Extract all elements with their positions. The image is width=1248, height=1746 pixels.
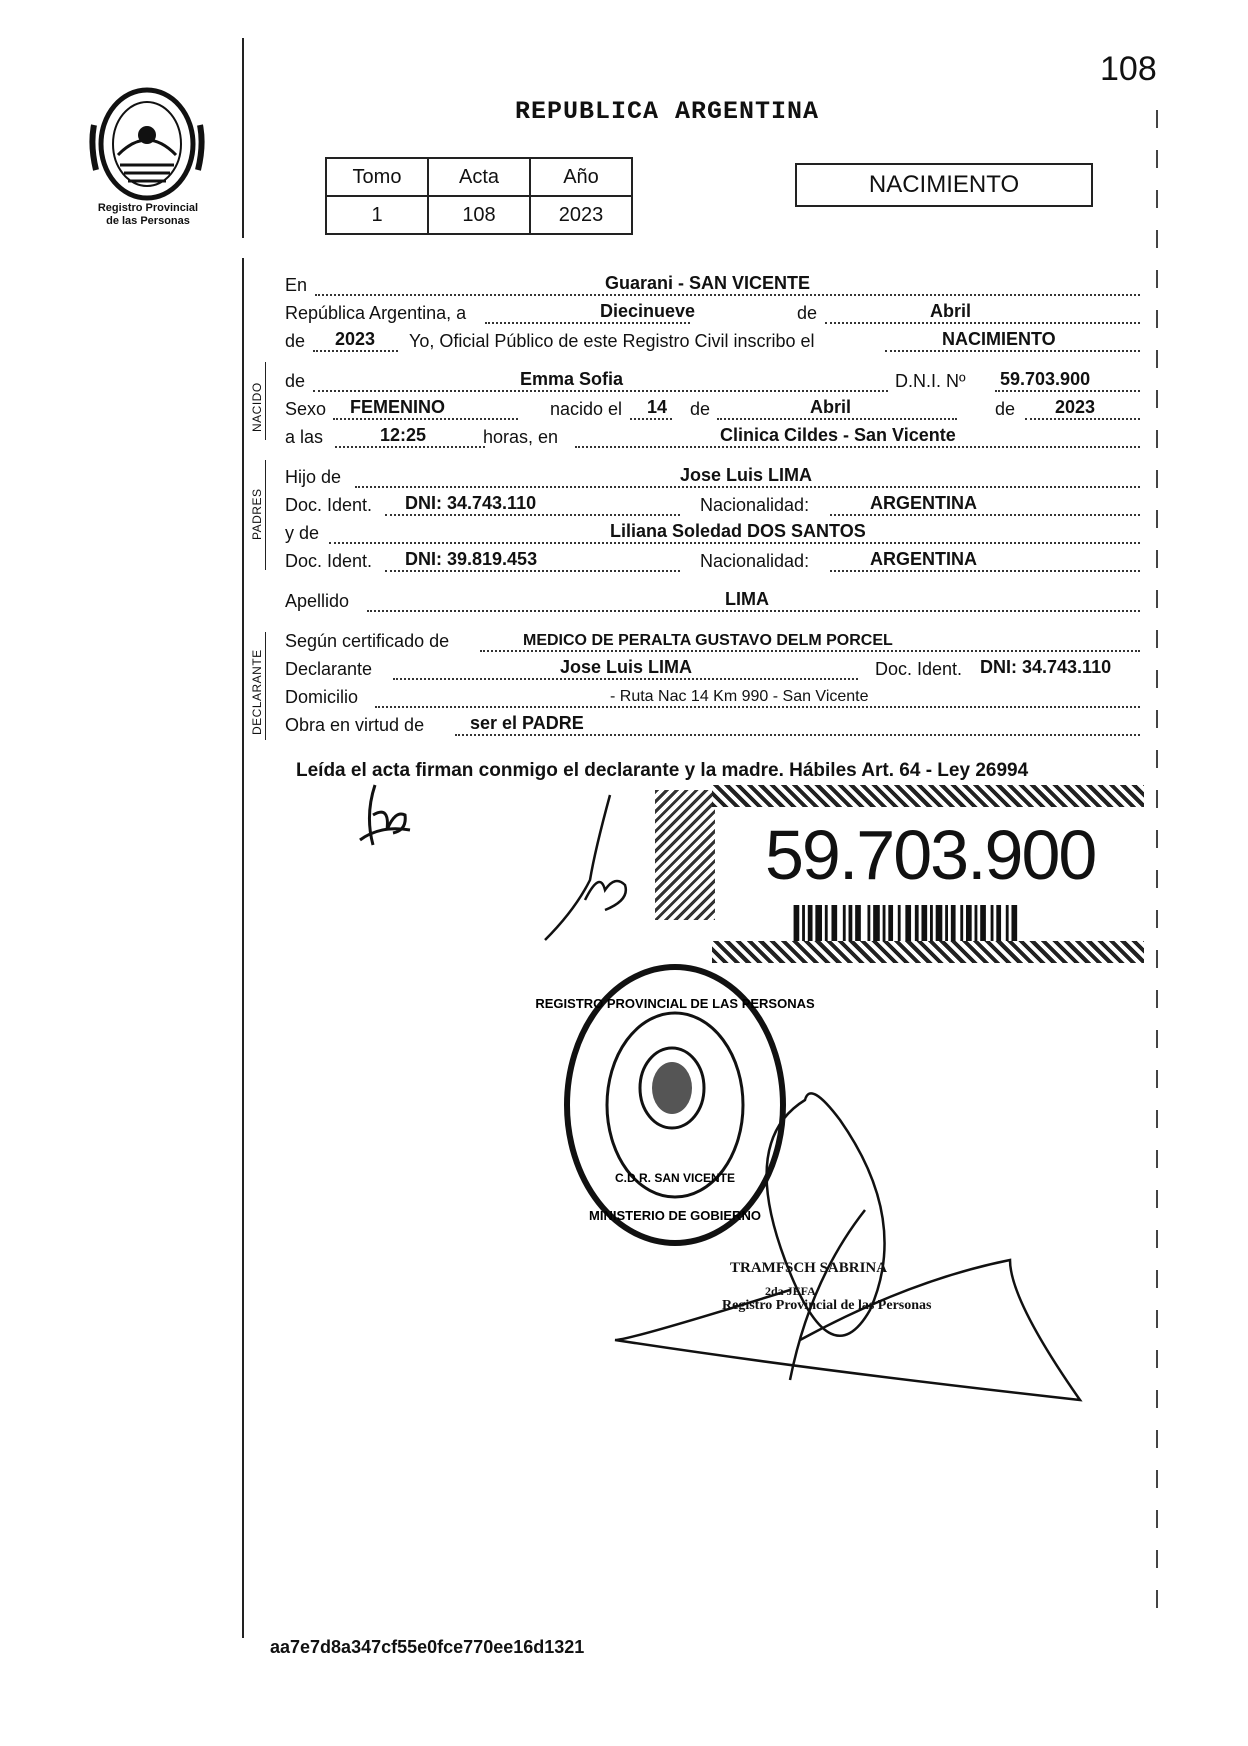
record-type-box: NACIMIENTO [795, 163, 1093, 207]
row-address [285, 682, 1140, 708]
value-dni: 59.703.900 [1000, 369, 1091, 389]
official-stamp [535, 960, 815, 1250]
dots [367, 610, 1140, 612]
signatory-office: Registro Provincial de las Personas [722, 1298, 932, 1313]
signatory-name: TRAMFSCH SABRINA [730, 1260, 888, 1276]
label-a-las: a las [285, 427, 324, 447]
sticker-top-band [712, 785, 1144, 807]
dots [995, 390, 1140, 392]
value-month: Abril [930, 301, 972, 321]
value-surname: LIMA [725, 589, 769, 609]
value-sex: FEMENINO [350, 397, 446, 417]
header-ano: Año [530, 158, 632, 196]
label-republica: República Argentina, a [285, 303, 467, 323]
dots [455, 734, 1140, 736]
reference-table [325, 157, 633, 235]
official-signature [535, 790, 655, 950]
logo-caption-line1: Registro Provincial [97, 202, 199, 214]
label-en: En [285, 275, 308, 295]
dots [830, 514, 1140, 516]
value-birth-day: 14 [647, 397, 668, 417]
label-de: de [690, 399, 711, 419]
header-tomo: Tomo [326, 158, 428, 196]
label-horas-en: horas, en [483, 427, 559, 447]
row-place [285, 270, 1140, 296]
dots [329, 542, 1140, 544]
value-declarant-doc: DNI: 34.743.110 [980, 657, 1112, 677]
row-certificate [285, 626, 1140, 652]
label-apellido: Apellido [285, 591, 350, 611]
value-father: Jose Luis LIMA [680, 465, 813, 485]
label-sexo: Sexo [285, 399, 327, 419]
row-declarant [285, 654, 1140, 680]
value-year: 2023 [335, 329, 376, 349]
label-doc-ident: Doc. Ident. [285, 551, 373, 571]
side-label-declarante: DECLARANTE [250, 649, 264, 735]
dots [375, 706, 1140, 708]
dots [313, 350, 398, 352]
value-birth-month: Abril [810, 397, 852, 417]
row-mother [285, 518, 1140, 544]
label-hijo-de: Hijo de [285, 467, 342, 487]
dots [313, 390, 888, 392]
dots [480, 650, 1140, 652]
label-y-de: y de [285, 523, 320, 543]
dots [885, 350, 1140, 352]
header-acta: Acta [428, 158, 530, 196]
stamp-bottom-text: MINISTERIO DE GOBIERNO [589, 1208, 761, 1223]
dots [485, 322, 690, 324]
dots [575, 446, 1140, 448]
row-sex-birth [285, 394, 1140, 420]
dots [630, 418, 672, 420]
dots [1025, 418, 1140, 420]
row-year [285, 326, 1140, 352]
dni-sticker [712, 785, 1144, 963]
margin-line-body [242, 258, 244, 1638]
label-declarante: Declarante [285, 659, 373, 679]
dots [717, 418, 957, 420]
value-address: - Ruta Nac 14 Km 990 - San Vicente [610, 688, 869, 705]
document-title: REPUBLICA ARGENTINA [515, 97, 820, 126]
label-doc-ident: Doc. Ident. [875, 659, 963, 679]
stamp-ring-text: REGISTRO PROVINCIAL DE LAS PERSONAS [535, 996, 815, 1011]
dots [333, 418, 518, 420]
dots [315, 294, 1140, 296]
value-capacity: ser el PADRE [470, 713, 584, 733]
value-time: 12:25 [380, 425, 427, 445]
page-number: 108 [1100, 50, 1157, 88]
row-father-doc [285, 490, 1140, 516]
row-time-place [285, 422, 1140, 448]
value-day-words: Diecinueve [600, 301, 696, 321]
sticker-dni-number: 59.703.900 [765, 816, 1096, 894]
logo-caption-line2: de las Personas [106, 215, 190, 227]
dots [393, 678, 858, 680]
value-place: Guarani - SAN VICENTE [605, 273, 811, 293]
label-de: de [995, 399, 1016, 419]
value-mother-nat: ARGENTINA [870, 549, 977, 569]
label-domicilio: Domicilio [285, 687, 359, 707]
dots [825, 322, 1140, 324]
stamp-inner-text: C.D.R. SAN VICENTE [614, 1171, 736, 1185]
row-capacity [285, 710, 1140, 736]
value-tomo: 1 [326, 196, 428, 234]
row-name [285, 366, 1140, 392]
side-divider-3 [265, 632, 266, 740]
row-mother-doc [285, 546, 1140, 572]
logo-caption [68, 202, 228, 228]
value-father-nat: ARGENTINA [870, 493, 977, 513]
row-surname [285, 586, 1140, 612]
label-segun: Según certificado de [285, 631, 450, 651]
row-father [285, 462, 1140, 488]
label-nacionalidad: Nacionalidad: [700, 551, 810, 571]
signatory-role: 2da JEFA [765, 1284, 816, 1298]
side-divider-1 [265, 362, 266, 440]
side-divider-2 [265, 460, 266, 570]
label-de: de [797, 303, 818, 323]
hologram-seal [655, 790, 715, 920]
margin-line-top [242, 38, 244, 238]
reference-header-row [326, 158, 632, 196]
dots [830, 570, 1140, 572]
side-label-padres: PADRES [250, 488, 264, 540]
row-date [285, 298, 1140, 324]
declarant-signature [345, 775, 435, 865]
province-seal-logo [88, 85, 206, 203]
label-doc-ident: Doc. Ident. [285, 495, 373, 515]
label-dni: D.N.I. Nº [895, 371, 966, 391]
reference-value-row [326, 196, 632, 234]
label-de: de [285, 331, 306, 351]
document-hash: aa7e7d8a347cf55e0fce770ee16d1321 [270, 1637, 585, 1657]
label-de: de [285, 371, 306, 391]
value-father-doc: DNI: 34.743.110 [405, 493, 537, 513]
value-birth-year: 2023 [1055, 397, 1096, 417]
value-certificate: MEDICO DE PERALTA GUSTAVO DELM PORCEL [523, 632, 893, 649]
value-mother: Liliana Soledad DOS SANTOS [610, 521, 866, 541]
value-record: NACIMIENTO [942, 329, 1056, 349]
closing-statement: Leída el acta firman conmigo el declarante y la madre. Hábiles Art. 64 - Ley 26994 [296, 760, 1029, 781]
value-name: Emma Sofia [520, 369, 624, 389]
dots [355, 486, 1140, 488]
right-edge-line [1156, 110, 1158, 1610]
label-nacido-el: nacido el [550, 399, 623, 419]
value-declarant: Jose Luis LIMA [560, 657, 693, 677]
barcode [787, 905, 1037, 941]
label-oficial: Yo, Oficial Público de este Registro Civil inscribo el [409, 331, 815, 351]
dots [385, 570, 680, 572]
value-ano: 2023 [530, 196, 632, 234]
value-mother-doc: DNI: 39.819.453 [405, 549, 538, 569]
side-label-nacido: NACIDO [250, 382, 264, 432]
dots [385, 514, 680, 516]
label-obra: Obra en virtud de [285, 715, 425, 735]
label-nacionalidad: Nacionalidad: [700, 495, 810, 515]
value-birth-place: Clinica Cildes - San Vicente [720, 425, 956, 445]
value-acta: 108 [428, 196, 530, 234]
dots [335, 446, 485, 448]
